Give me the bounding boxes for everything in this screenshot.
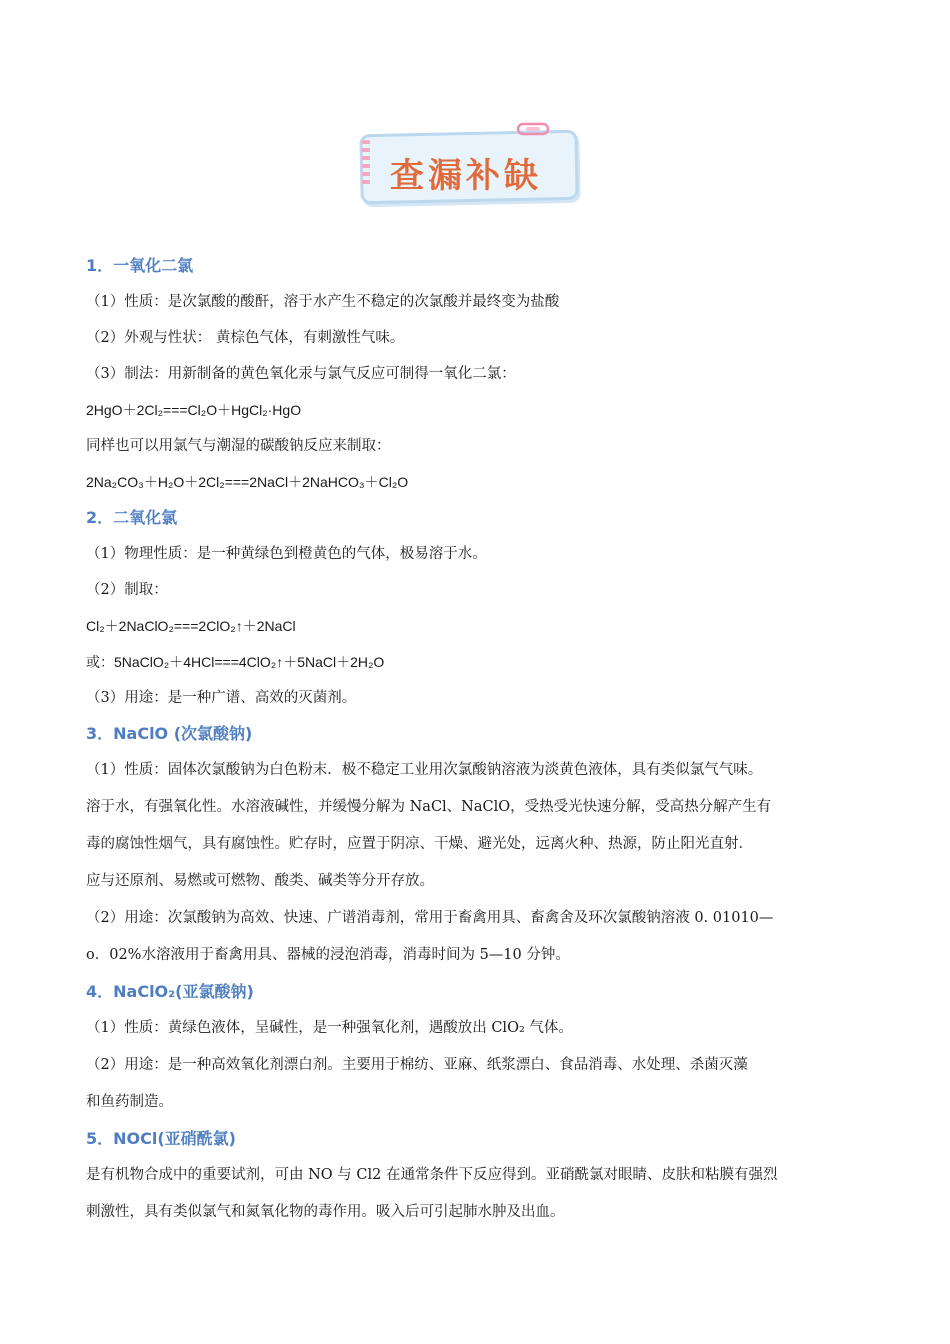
- section-heading: 4．NaClO₂(亚氯酸钠): [86, 982, 254, 1001]
- paragraph-line: （2）制取：: [86, 582, 168, 598]
- paperclip-icon: [516, 120, 550, 142]
- paragraph-line: 同样也可以用氯气与潮湿的碳酸钠反应来制取：: [86, 438, 391, 454]
- paragraph-line: （1）性质：固体次氯酸钠为白色粉末．极不稳定工业用次氯酸钠溶液为淡黄色液体，具有类似氯气气味。: [86, 762, 763, 778]
- section-heading: 3．NaClO (次氯酸钠): [86, 724, 253, 743]
- chemical-equation: 或：5NaClO₂＋4HCl===4ClO₂↑＋5NaCl＋2H₂O: [86, 654, 385, 670]
- paragraph-line: （1）性质：黄绿色液体，呈碱性，是一种强氧化剂，遇酸放出 ClO₂ 气体。: [86, 1020, 573, 1036]
- section-2: [86, 500, 886, 716]
- paragraph-line: o．02%水溶液用于畜禽用具、器械的浸泡消毒，消毒时间为 5—10 分钟。: [86, 947, 570, 963]
- paragraph-line: （2）用途：次氯酸钠为高效、快速、广谱消毒剂，常用于畜禽用具、畜禽舍及环次氯酸钠溶液 0. 01010—: [86, 910, 774, 926]
- paragraph-line: 应与还原剂、易燃或可燃物、酸类、碱类等分开存放。: [86, 873, 434, 889]
- paragraph-line: （2）外观与性状： 黄棕色气体，有刺激性气味。: [86, 330, 405, 346]
- section-heading: 2．二氧化氯: [86, 508, 178, 527]
- section-5: [86, 1121, 886, 1231]
- paragraph-line: （2）用途：是一种高效氧化剂漂白剂。主要用于棉纺、亚麻、纸浆漂白、食品消毒、水处理、杀菌灭藻: [86, 1057, 748, 1073]
- section-heading: 5．NOCl(亚硝酰氯): [86, 1129, 236, 1148]
- paragraph-line: 毒的腐蚀性烟气，具有腐蚀性。贮存时，应置于阴凉、干燥、避光处，远离火种、热源，防止阳光直射．: [86, 836, 753, 852]
- paragraph-line: （3）制法：用新制备的黄色氧化汞与氯气反应可制得一氧化二氯：: [86, 366, 516, 382]
- section-heading: 1．一氧化二氯: [86, 256, 194, 275]
- page-title: 查漏补缺: [390, 156, 542, 196]
- paragraph-line: 刺激性，具有类似氯气和氮氧化物的毒作用。吸入后可引起肺水肿及出血。: [86, 1204, 565, 1220]
- paragraph-line: 溶于水，有强氧化性。水溶液碱性，并缓慢分解为 NaCl、NaClO，受热受光快速分解，受高热分解产生有: [86, 799, 772, 815]
- chemical-equation: 2HgO＋2Cl₂===Cl₂O＋HgCl₂·HgO: [86, 402, 302, 418]
- chemical-equation: 2Na₂CO₃＋H₂O＋2Cl₂===2NaCl＋2NaHCO₃＋Cl₂O: [86, 474, 409, 490]
- section-4: [86, 974, 886, 1121]
- section-1: [86, 248, 886, 500]
- title-banner: [352, 120, 580, 200]
- paragraph-line: 和鱼药制造。: [86, 1094, 173, 1110]
- paragraph-line: （1）性质：是次氯酸的酸酐，溶于水产生不稳定的次氯酸并最终变为盐酸: [86, 294, 560, 310]
- paragraph-line: （1）物理性质：是一种黄绿色到橙黄色的气体，极易溶于水。: [86, 546, 487, 562]
- chemical-equation: Cl₂＋2NaClO₂===2ClO₂↑＋2NaCl: [86, 618, 296, 634]
- paragraph-line: （3）用途：是一种广谱、高效的灭菌剂。: [86, 690, 357, 706]
- document-body: [86, 248, 886, 1231]
- section-3: [86, 716, 886, 974]
- paragraph-line: 是有机物合成中的重要试剂，可由 NO 与 Cl2 在通常条件下反应得到。亚硝酰氯对眼睛、皮肤和粘膜有强烈: [86, 1167, 778, 1183]
